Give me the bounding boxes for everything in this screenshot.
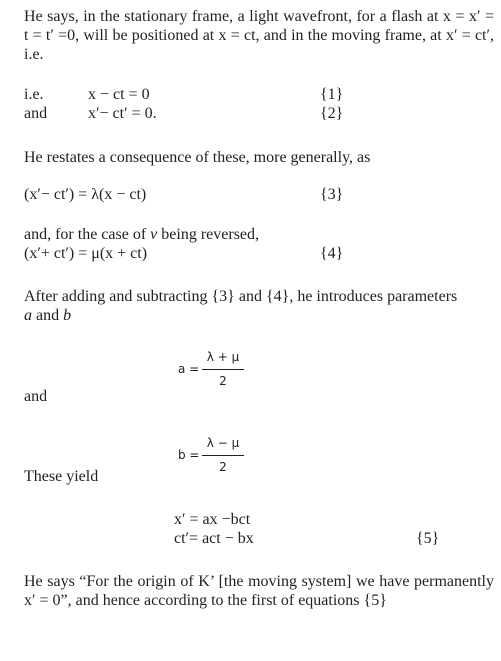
eq1-tag: {1} bbox=[320, 86, 344, 103]
eq2-expression: x′− ct′ = 0. bbox=[88, 105, 157, 122]
fraction-b bbox=[178, 436, 248, 478]
fraction-b-denominator: 2 bbox=[219, 460, 227, 474]
yield-text: These yield bbox=[24, 468, 99, 485]
eq5-line2: ct′= act − bx bbox=[174, 530, 254, 547]
parameters-paragraph-line1: After adding and subtracting {3} and {4}, he introduces parameters bbox=[24, 288, 458, 305]
fraction-a-numerator: λ + μ bbox=[206, 350, 240, 364]
eq1-label: i.e. bbox=[24, 86, 44, 103]
eq3-tag: {3} bbox=[320, 186, 344, 203]
and-word: and bbox=[24, 388, 48, 405]
parameters-paragraph-line2 bbox=[24, 306, 71, 325]
fraction-b-lhs: b = bbox=[178, 448, 200, 462]
eq3-expression: (x′− ct′) = λ(x − ct) bbox=[24, 186, 147, 203]
fraction-a-bar bbox=[202, 369, 244, 370]
eq5-line1: x′ = ax −bct bbox=[174, 511, 251, 528]
restates-paragraph: He restates a consequence of these, more generally, as bbox=[24, 149, 371, 166]
origin-paragraph: He says “For the origin of K’ [the moving system] we have permanently x′ = 0”, and hence according to the first of equations {5} bbox=[24, 573, 494, 609]
parameters-and: and bbox=[32, 307, 64, 324]
eq1-expression: x − ct = 0 bbox=[88, 86, 150, 103]
parameter-b: b bbox=[63, 307, 72, 324]
reversed-sentence-start: and, for the case of bbox=[24, 226, 151, 243]
parameter-a: a bbox=[24, 307, 32, 324]
eq2-label: and bbox=[24, 105, 48, 122]
eq5-tag: {5} bbox=[416, 530, 440, 547]
fraction-a bbox=[178, 350, 248, 392]
fraction-b-bar bbox=[202, 455, 244, 456]
reversed-sentence-end: being reversed, bbox=[157, 226, 260, 243]
reversed-sentence bbox=[24, 225, 259, 244]
velocity-variable: v bbox=[150, 226, 158, 243]
fraction-b-numerator: λ − μ bbox=[206, 436, 240, 450]
eq2-tag: {2} bbox=[320, 105, 344, 122]
eq4-expression: (x′+ ct′) = μ(x + ct) bbox=[24, 245, 148, 262]
fraction-a-lhs: a = bbox=[178, 362, 200, 376]
fraction-a-denominator: 2 bbox=[219, 374, 227, 388]
eq4-tag: {4} bbox=[320, 245, 344, 262]
intro-paragraph: He says, in the stationary frame, a light wavefront, for a flash at x = x′ = t = t′ =0, will be positioned at x = ct, and in the moving frame, at x′ = ct′, i.e. bbox=[24, 8, 494, 63]
